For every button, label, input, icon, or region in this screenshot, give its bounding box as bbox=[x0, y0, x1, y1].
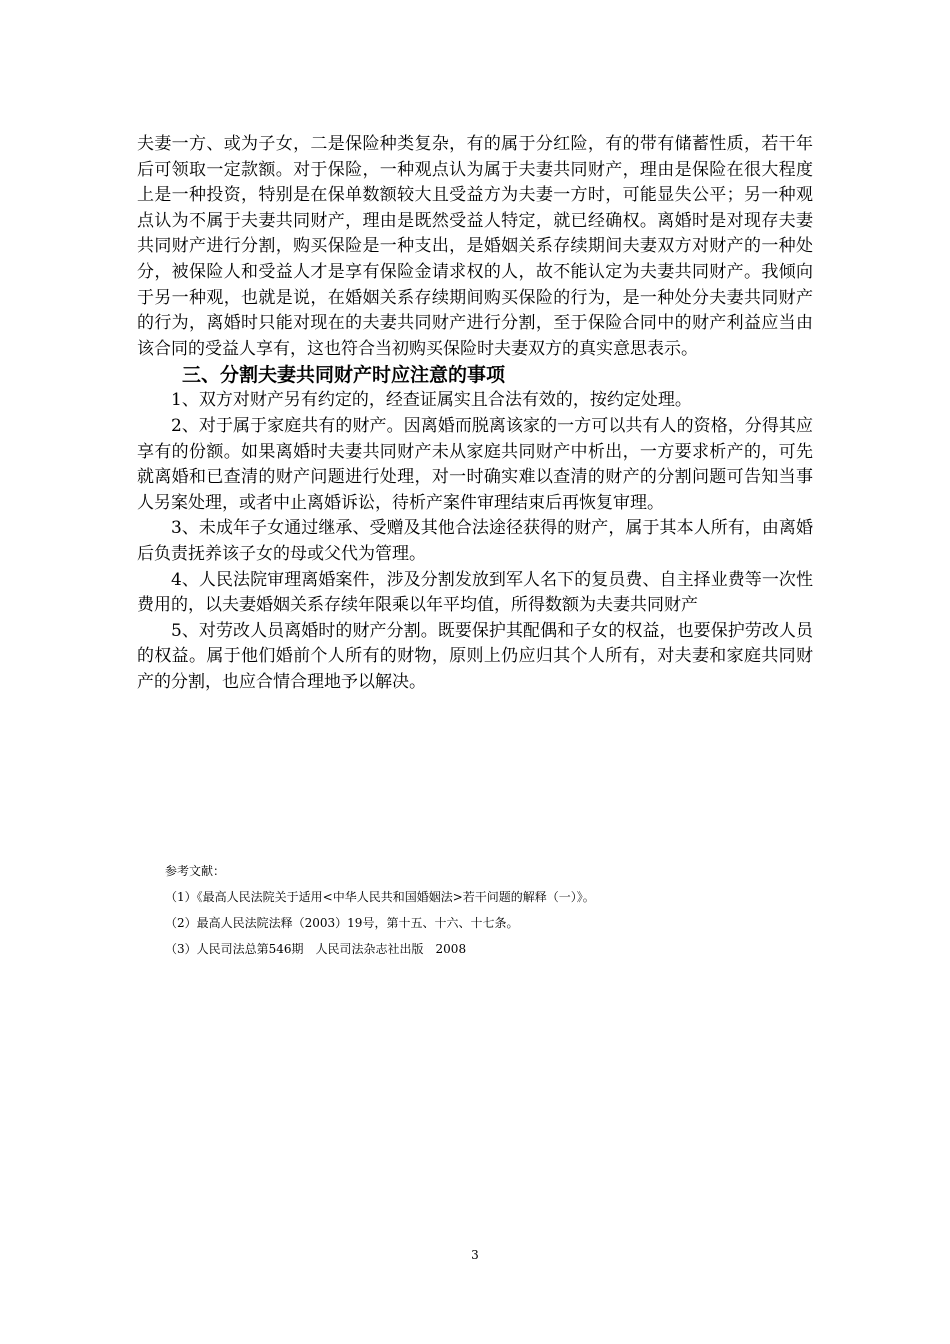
references-title: 参考文献： bbox=[165, 864, 226, 878]
reference-item-2: （2）最高人民法院法释（2003）19号，第十五、十六、十七条。 bbox=[165, 916, 519, 930]
section-heading: 三、分割夫妻共同财产时应注意的事项 bbox=[182, 364, 506, 387]
references bbox=[165, 858, 805, 962]
reference-item-3: （3）人民司法总第546期 人民司法杂志社出版 2008 bbox=[165, 942, 467, 956]
reference-item-1: （1）《最高人民法院关于适用<中华人民共和国婚姻法>若干问题的解释（一）》。 bbox=[165, 890, 595, 904]
list-item-2: 2、对于属于家庭共有的财产。因离婚而脱离该家的一方可以共有人的资格，分得其应享有的份额。如果离婚时夫妻共同财产未从家庭共同财产中析出，一方要求析产的，可先就离婚和已查清的财产问题进行处理，对一时确实难以查清的财产的分割问题可告知当事人另案处理，或者中止离婚诉讼，待析产案件审理结束后再恢复审理。 bbox=[137, 415, 813, 513]
list-item-4: 4、人民法院审理离婚案件，涉及分割发放到军人名下的复员费、自主择业费等一次性费用的，以夫妻婚姻关系存续年限乘以年平均值，所得数额为夫妻共同财产 bbox=[137, 569, 813, 616]
body-text bbox=[137, 132, 813, 695]
list-item-1: 1、双方对财产另有约定的，经查证属实且合法有效的，按约定处理。 bbox=[171, 390, 692, 411]
page-number: 3 bbox=[471, 1248, 479, 1262]
list-item-5: 5、对劳改人员离婚时的财产分割。既要保护其配偶和子女的权益，也要保护劳改人员的权益。属于他们婚前个人所有的财物，原则上仍应归其个人所有，对夫妻和家庭共同财产的分割，也应合情合理地予以解决。 bbox=[137, 620, 813, 692]
list-item-3: 3、未成年子女通过继承、受赠及其他合法途径获得的财产，属于其本人所有，由离婚后负责抚养该子女的母或父代为管理。 bbox=[137, 518, 813, 564]
intro-paragraph: 夫妻一方、或为子女，二是保险种类复杂，有的属于分红险，有的带有储蓄性质，若干年后可领取一定款额。对于保险，一种观点认为属于夫妻共同财产，理由是保险在很大程度上是一种投资，特别是在保单数额较大且受益方为夫妻一方时，可能显失公平；另一种观点认为不属于夫妻共同财产，理由是既然受益人特定，就已经确权。离婚时是对现存夫妻共同财产进行分割，购买保险是一种支出，是婚姻关系存续期间夫妻双方对财产的一种处分，被保险人和受益人才是享有保险金请求权的人，故不能认定为夫妻共同财产。我倾向于另一种观，也就是说，在婚姻关系存续期间购买保险的行为，是一种处分夫妻共同财产的行为，离婚时只能对现在的夫妻共同财产进行分割，至于保险合同中的财产利益应当由该合同的受益人享有，这也符合当初购买保险时夫妻双方的真实意思表示。 bbox=[137, 134, 813, 359]
